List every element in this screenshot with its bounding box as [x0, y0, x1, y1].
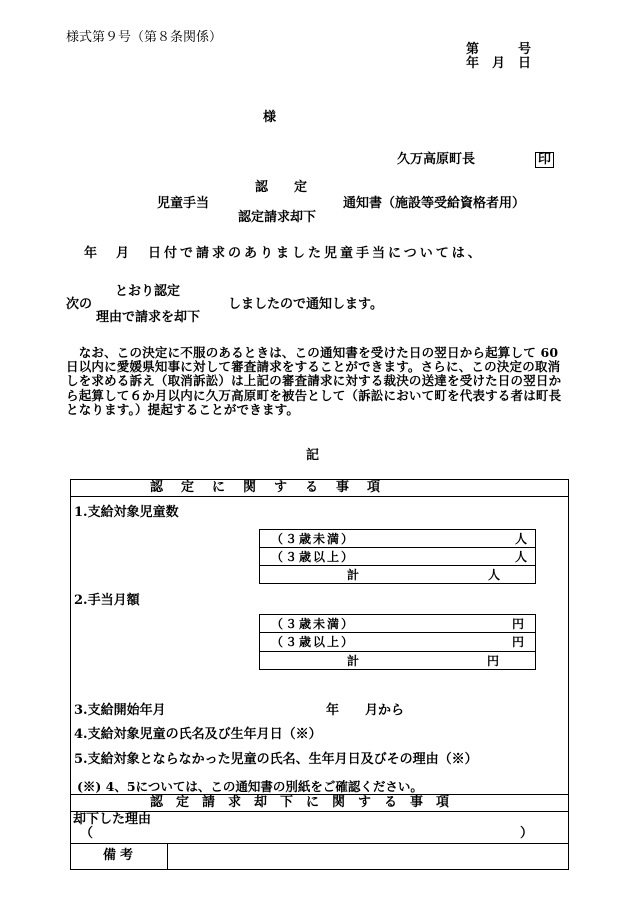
addressee-suffix: 様	[263, 110, 277, 125]
item3-label: 3.支給開始年月	[74, 703, 166, 718]
divider	[259, 651, 536, 652]
amount-total-label: 計	[347, 654, 360, 668]
seal-text: 印	[535, 152, 554, 168]
count-total-unit: 人	[488, 568, 501, 582]
title-rejection: 認定請求却下	[238, 210, 317, 225]
item1-label: 1.支給対象児童数	[74, 505, 179, 520]
start-month-value: 年 月から	[326, 703, 405, 718]
amount-over3-unit: 円	[512, 635, 525, 649]
divider	[259, 565, 536, 566]
form-number: 様式第９号（第８条関係）	[66, 30, 223, 45]
amount-under3-label: （３歳未満）	[271, 617, 356, 631]
next-prefix: 次の	[66, 297, 93, 312]
item2-label: 2.手当月額	[74, 593, 140, 608]
remarks-divider	[167, 843, 168, 870]
rejection-section-header: 認定請求却下に関する事項	[150, 795, 463, 810]
divider	[70, 496, 569, 497]
title-suffix: 通知書（施設等受給資格者用）	[343, 196, 526, 211]
amount-over3-label: （３歳以上）	[271, 635, 356, 649]
seal-mark	[535, 152, 554, 168]
recognition-section-header: 認定に関する事項	[150, 480, 399, 495]
document-number: 第 号	[466, 42, 532, 57]
rejection-reason-label: 却下した理由	[73, 812, 152, 827]
ki-marker: 記	[306, 448, 320, 463]
remarks-label: 備考	[103, 848, 138, 863]
count-under3-unit: 人	[515, 532, 528, 546]
amount-under3-unit: 円	[512, 617, 525, 631]
title-prefix: 児童手当	[157, 196, 210, 211]
count-under3-label: （３歳未満）	[271, 532, 356, 546]
count-over3-unit: 人	[515, 550, 528, 564]
divider	[70, 843, 569, 844]
item5-label: 5.支給対象とならなかった児童の氏名、生年月日及びその理由（※）	[74, 752, 478, 767]
title-recognition: 認 定	[255, 180, 308, 195]
count-total-label: 計	[347, 568, 360, 582]
option-rejection: 理由で請求を却下	[96, 310, 201, 325]
appendix-note: (※) 4、5については、この通知書の別紙をご確認ください。	[77, 779, 423, 794]
option-recognition: とおり認定	[115, 284, 181, 299]
divider	[259, 632, 536, 633]
next-suffix: しましたので通知します。	[228, 297, 383, 312]
amount-total-unit: 円	[487, 654, 500, 668]
issue-date: 年 月 日	[466, 56, 532, 71]
reason-paren-open: （	[80, 826, 94, 841]
issuer-name: 久万高原町長	[397, 152, 476, 167]
appeal-paragraph: なお、この決定に不服のあるときは、この通知書を受けた日の翌日から起算して 60 日以内に愛媛県知事に対して審査請求をすることができます。さらに、この決定の取消しを求める訴え（取消訴訟）は上記の審査請求に対する裁決の送達を受けた日の翌日から起算して６か月以内に久万高原町を被告として（訴訟において町を代表する者は町長となります。）提起することができます。	[66, 345, 562, 417]
body-intro-line: 年 月 日付で請求のありました児童手当については、	[84, 246, 484, 261]
item4-label: 4.支給対象児童の氏名及び生年月日（※）	[74, 727, 322, 742]
divider	[259, 547, 536, 548]
reason-paren-close: ）	[520, 826, 534, 841]
count-over3-label: （３歳以上）	[271, 550, 356, 564]
